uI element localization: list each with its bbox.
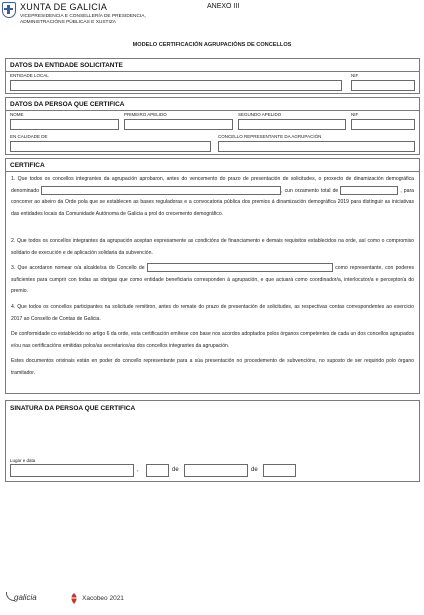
- name-field[interactable]: [10, 119, 119, 130]
- de-separator-2: de: [251, 467, 258, 473]
- entity-nif-field[interactable]: [351, 80, 415, 91]
- place-date-label: Lugar e data: [10, 458, 36, 463]
- place-field[interactable]: [10, 464, 134, 477]
- point-1-text-d: , para concorrer ao abeiro da Orde pola que se establecen as bases reguladoras e a convocatoria pública dos premios á dinamización demográfica 2019 para distinguir as iniciativas das entidades locais da Comunidade Autónoma de Galicia a prol do crecemento demográfico.: [11, 187, 414, 217]
- section-divider: [6, 171, 419, 172]
- person-section: [5, 97, 420, 155]
- certify-point-2: 2. Que todos os concellos integrantes da agrupación aceptan expresamente as condicións de financiamento e demais requisitos establecidos na orde, así como o compromiso solidario de execución e de aplicación solidaria da subvención.: [11, 238, 414, 256]
- document-title: MODELO CERTIFICACIÓN AGRUPACIÓNS DE CONCELLOS: [132, 42, 292, 48]
- second-surname-field[interactable]: [238, 119, 346, 130]
- month-field[interactable]: [184, 464, 248, 477]
- page-header: [0, 0, 424, 34]
- section-divider: [6, 110, 419, 111]
- certify-point-3: [11, 263, 414, 298]
- second-surname-label: SEGUNDO APELIDO: [238, 112, 282, 117]
- footer-galicia-logo: galicia: [14, 593, 37, 602]
- point-1-comma: ,: [281, 187, 283, 194]
- signature-section: [5, 400, 420, 482]
- de-separator-1: de: [172, 467, 179, 473]
- entity-nif-label: NIF: [351, 73, 359, 78]
- logo-name: XUNTA DE GALICIA: [20, 2, 108, 12]
- first-surname-label: PRIMEIRO APELIDO: [124, 112, 167, 117]
- certify-paragraph-5: De conformidade co establecido no artigo 6 da orde, esta certificación emítese con base nos acordos adoptados polos órganos competentes de cada un dos concellos agrupados e/ou nas certificacións emitidas polos/as secretarios/as dos concellos integrantes da agrupación.: [11, 331, 414, 349]
- certify-heading: CERTIFICA: [10, 162, 45, 169]
- section-divider: [6, 71, 419, 72]
- entity-heading: DATOS DA ENTIDADE SOLICITANTE: [10, 62, 123, 69]
- logo-line-2: ADMINISTRACIÓNS PÚBLICAS E XUSTIZA: [20, 20, 116, 25]
- logo-line-1: VICEPRESIDENCIA E CONSELLERÍA DE PRESIDENCIA,: [20, 14, 146, 19]
- point-1-text-a: 1. Que todos os concellos integrantes da agrupación aprobaron, antes do vencemento do prazo de presentación de solicitudes, o proxecto de dinamización demográfica denominado: [11, 176, 414, 194]
- logo-department: [20, 14, 146, 26]
- point-3-text-a: 3. Que acordaron nomear o/a alcalde/sa do Concello de: [11, 265, 145, 271]
- xacobeo-logo-icon: [69, 593, 79, 604]
- person-heading: DATOS DA PERSOA QUE CERTIFICA: [10, 101, 125, 108]
- project-name-field[interactable]: [41, 186, 281, 195]
- capacity-label: EN CALIDADE DE: [10, 134, 48, 139]
- year-field[interactable]: [263, 464, 296, 477]
- entity-local-field[interactable]: [10, 80, 342, 91]
- signature-heading: SINATURA DA PERSOA QUE CERTIFICA: [10, 405, 136, 412]
- day-field[interactable]: [146, 464, 169, 477]
- footer-xacobeo-logo: Xacobeo 2021: [82, 595, 124, 602]
- comma-separator: ,: [137, 467, 139, 473]
- capacity-field[interactable]: [10, 141, 211, 152]
- annex-label: ANEXO III: [207, 3, 240, 10]
- first-surname-field[interactable]: [124, 119, 233, 130]
- entity-section: [5, 58, 420, 94]
- council-field[interactable]: [218, 141, 415, 152]
- xunta-shield-icon: [2, 2, 16, 18]
- council-name-field[interactable]: [147, 263, 333, 272]
- certify-paragraph-6: Estes documentos orixinais están en poder do concello representante para a súa presentación no procedemento de subvencións, no suposto de ser requirido polo órgano tramitador.: [11, 358, 414, 376]
- name-label: NOME: [10, 112, 24, 117]
- entity-local-label: ENTIDADE LOCAL: [10, 73, 49, 78]
- person-nif-label: NIF: [351, 112, 359, 117]
- point-3-text-b: como representante, con poderes suficientes para cumprir con todas as obrigas que como entidade beneficiaria corresponden á agrupación, e que actuará como coordinador/a, interlocutor/a e perceptor/a do premio.: [11, 265, 415, 294]
- council-label: CONCELLO REPRESENTANTE DA AGRUPACIÓN: [218, 134, 322, 139]
- point-1-text-c: cun orzamento total de: [284, 187, 339, 194]
- certify-point-1: [11, 174, 414, 220]
- person-nif-field[interactable]: [351, 119, 415, 130]
- budget-field[interactable]: [340, 186, 398, 195]
- certify-point-4: 4. Que todos os concellos participantes na solicitude remitiron, antes do remate do prazo de presentación de solicitudes, as respectivas contas correspondentes ao exercicio 2017 ao Consello de Contas de Galicia.: [11, 304, 414, 322]
- certify-section: [5, 158, 420, 394]
